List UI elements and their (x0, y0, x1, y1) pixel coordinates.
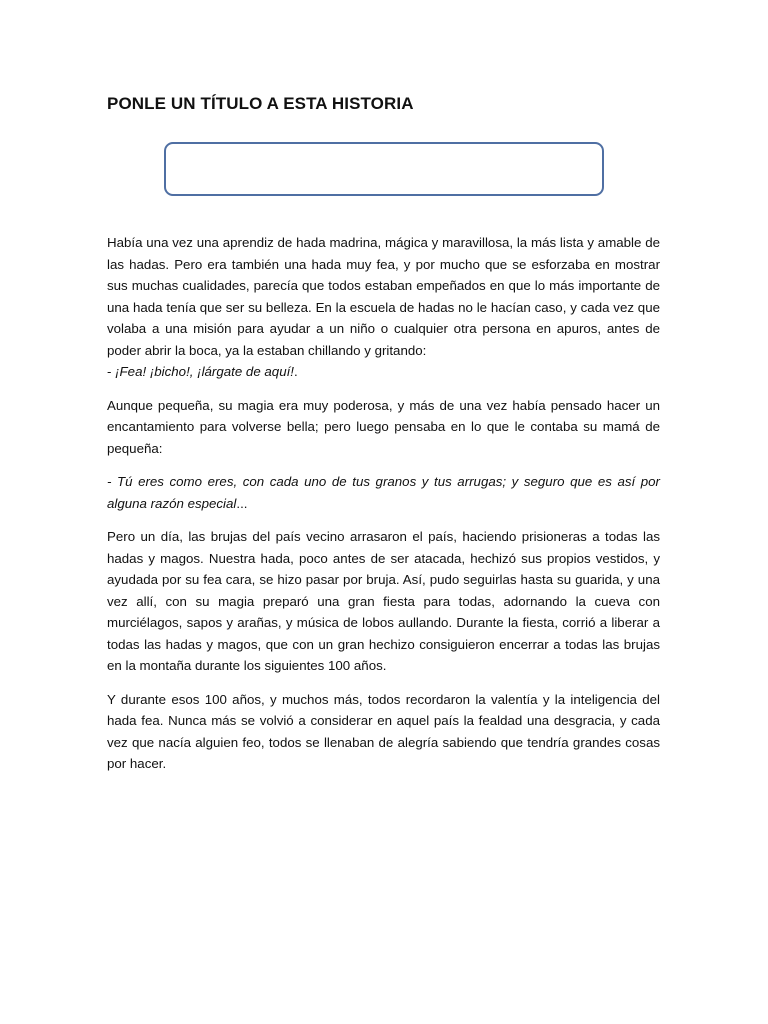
story-paragraph-3 (107, 471, 660, 514)
paragraph-1-dash: - (107, 364, 116, 379)
story-paragraph-2: Aunque pequeña, su magia era muy poderosa, y más de una vez había pensado hacer un encantamiento para volverse bella; pero luego pensaba en lo que le contaba su mamá de pequeña: (107, 397, 660, 456)
title-answer-box[interactable] (164, 142, 604, 196)
page-title: PONLE UN TÍTULO A ESTA HISTORIA (107, 94, 414, 113)
paragraph-1-text: Había una vez una aprendiz de hada madrina, mágica y maravillosa, la más lista y amable de las hadas. Pero era también una hada muy fea, y por mucho que se esforzaba en mostrar sus muchas cualidades, parecía que todos estaban empeñados en que lo más importante de una hada tenía que ser su belleza. En la escuela de hadas no le hacían caso, y cada vez que volaba a una misión para ayudar a un niño o cualquier otra persona en apuros, antes de poder abrir la boca, ya la estaban chillando y gritando: (107, 235, 660, 358)
story-paragraph-1 (107, 232, 660, 383)
story-body (107, 232, 660, 787)
story-paragraph-5: Y durante esos 100 años, y muchos más, todos recordaron la valentía y la inteligencia del hada fea. Nunca más se volvió a considerar en aquel país la fealdad una desgracia, y cada vez que nacía alguien feo, todos se llenaban de alegría sabiendo que tendría grandes cosas por hacer. (107, 691, 660, 771)
paragraph-1-end: . (294, 364, 298, 379)
paragraph-1-exclamation-line (107, 361, 660, 383)
story-paragraph-4: Pero un día, las brujas del país vecino arrasaron el país, haciendo prisioneras a todas las hadas y magos. Nuestra hada, poco antes de ser atacada, hechizó sus propios vestidos, y ayudada por su fea cara, se hizo pasar por bruja. Así, pudo seguirlas hasta su guarida, y una vez allí, con su magia preparó una gran fiesta para todas, adornando la cueva con murciélagos, sapos y arañas, y música de lobos aullando. Durante la fiesta, corrió a liberar a todas las hadas y magos, que con un gran hechizo consiguieron encerrar a todas las brujas en la montaña durante los siguientes 100 años. (107, 529, 660, 673)
paragraph-3-quote: - Tú eres como eres, con cada uno de tus granos y tus arrugas; y seguro que es así por alguna razón especial (107, 474, 660, 511)
paragraph-1-quote: ¡Fea! ¡bicho!, ¡lárgate de aquí! (115, 364, 294, 379)
paragraph-3-end: ... (236, 495, 248, 511)
